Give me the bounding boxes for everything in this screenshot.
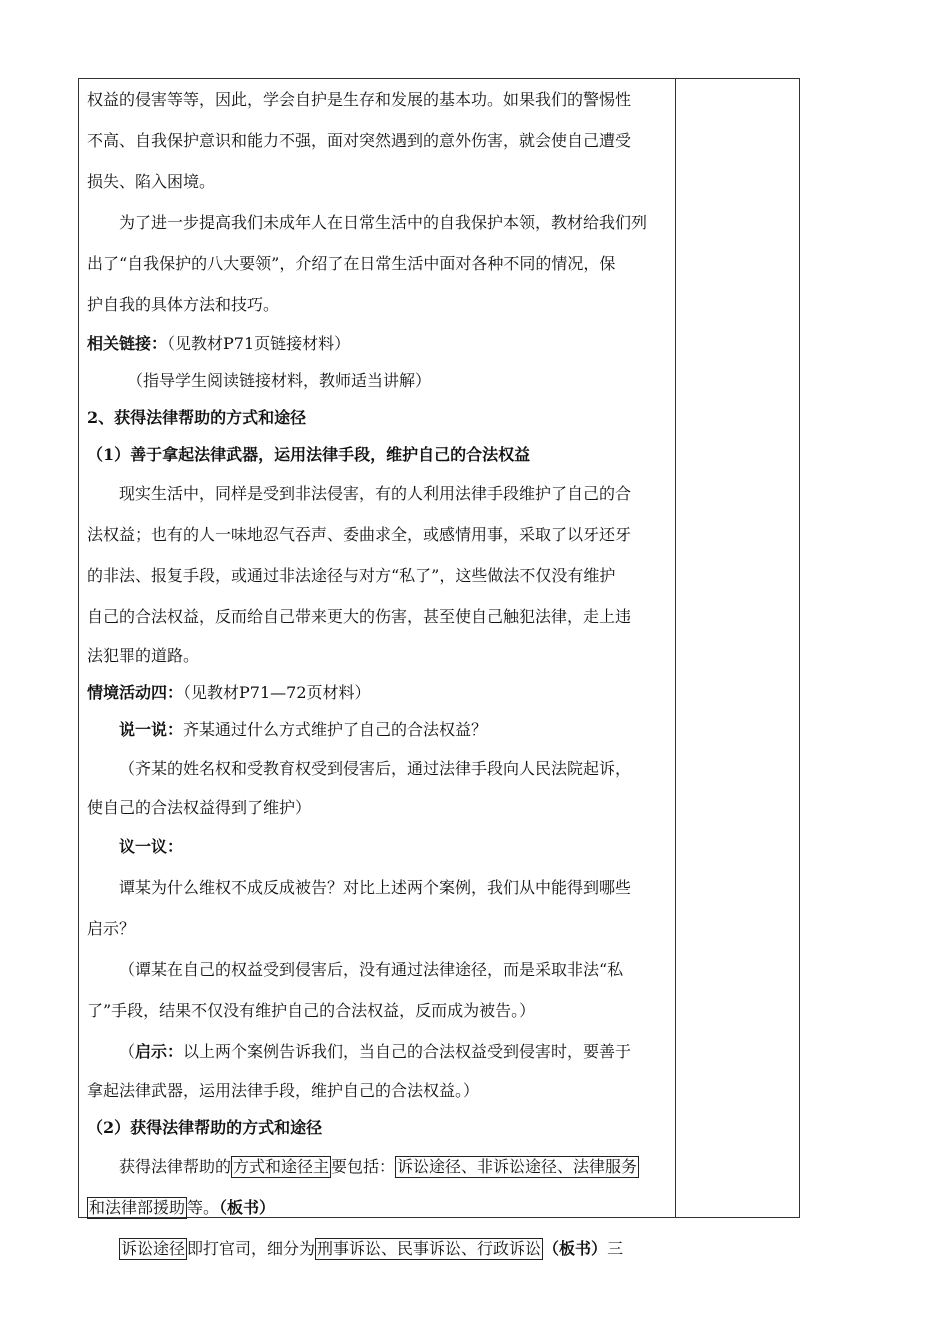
text-line: 谭某为什么维权不成反成被告？对比上述两个案例，我们从中能得到哪些 xyxy=(119,878,632,897)
subsection-heading: （2）获得法律帮助的方式和途径 xyxy=(87,1118,323,1137)
related-link-line xyxy=(87,325,667,362)
lesson-table xyxy=(78,78,800,1258)
text-line: 了”手段，结果不仅没有维护自己的合法权益，反而成为被告。） xyxy=(87,1001,536,1020)
hint-open: （ xyxy=(119,1042,136,1061)
activity-line xyxy=(87,674,667,711)
text-line: 法权益；也有的人一味地忍气吞声、委曲求全，或感情用事，采取了以牙还牙 xyxy=(87,525,632,544)
text-line: 自己的合法权益，反而给自己带来更大的伤害，甚至使自己触犯法律，走上违 xyxy=(87,607,632,626)
ways-line xyxy=(87,1146,667,1187)
boxed-term: 刑事诉讼、民事诉讼、行政诉讼 xyxy=(317,1239,542,1258)
ways-text: 等。 xyxy=(187,1198,220,1217)
litigation-text: 即打官司，细分为 xyxy=(187,1239,316,1258)
text-line: 出了“自我保护的八大要领”，介绍了在日常生活中面对各种不同的情况，保 xyxy=(87,254,616,273)
text-line: 权益的侵害等等，因此，学会自护是生存和发展的基本功。如果我们的警惕性 xyxy=(87,90,632,109)
text-line: 启示？ xyxy=(87,919,136,938)
ways-line xyxy=(87,1187,667,1228)
boxed-term: 方式和途径主 xyxy=(233,1157,330,1176)
text-line: 现实生活中，同样是受到非法侵害，有的人利用法律手段维护了自己的合 xyxy=(119,484,632,503)
text-line: （谭某在自己的权益受到侵害后，没有通过法律途径，而是采取非法“私 xyxy=(119,960,624,979)
say-label: 说一说： xyxy=(119,720,184,739)
text-line: 为了进一步提高我们未成年人在日常生活中的自我保护本领，教材给我们列 xyxy=(119,213,648,232)
text-line: 的非法、报复手段，或通过非法途径与对方“私了”，这些做法不仅没有维护 xyxy=(87,566,616,585)
text-line: 不高、自我保护意识和能力不强，面对突然遇到的意外伤害，就会使自己遭受 xyxy=(87,131,632,150)
text-line: 拿起法律武器，运用法律手段，维护自己的合法权益。） xyxy=(87,1081,480,1100)
related-link-label: 相关链接： xyxy=(87,334,168,353)
discuss-label: 议一议： xyxy=(119,837,184,856)
say-line xyxy=(87,711,667,748)
boxed-term: 和法律部援助 xyxy=(89,1198,186,1217)
text-line: （指导学生阅读链接材料，教师适当讲解） xyxy=(127,371,432,390)
boxed-term: 诉讼途径、非诉讼途径、法律服务 xyxy=(397,1157,638,1176)
text-line: 法犯罪的道路。 xyxy=(87,646,200,665)
boxed-term: 诉讼途径 xyxy=(121,1239,186,1258)
text-line: 使自己的合法权益得到了维护） xyxy=(87,798,312,817)
text-line: （齐某的姓名权和受教育权受到侵害后，通过法律手段向人民法院起诉， xyxy=(119,759,632,778)
text-line: 损失、陷入困境。 xyxy=(87,172,216,191)
litigation-line xyxy=(87,1228,667,1269)
hint-line xyxy=(87,1031,667,1072)
ways-text: 获得法律帮助的 xyxy=(119,1157,232,1176)
activity-text: （见教材P71—72页材料） xyxy=(183,683,371,702)
text-line: 护自我的具体方法和技巧。 xyxy=(87,295,280,314)
section-heading: 2、获得法律帮助的方式和途径 xyxy=(87,408,307,427)
subsection-heading: （1）善于拿起法律武器，运用法律手段，维护自己的合法权益 xyxy=(87,445,531,464)
hint-text: 以上两个案例告诉我们，当自己的合法权益受到侵害时，要善于 xyxy=(183,1042,632,1061)
say-text: 齐某通过什么方式维护了自己的合法权益？ xyxy=(183,720,488,739)
board-note: （板书） xyxy=(543,1239,608,1258)
litigation-text: 三 xyxy=(607,1239,624,1258)
column-divider xyxy=(675,79,676,1217)
ways-text: 要包括： xyxy=(331,1157,396,1176)
activity-label: 情境活动四： xyxy=(87,683,184,702)
board-note: （板书） xyxy=(219,1198,276,1217)
hint-label: 启示： xyxy=(135,1042,184,1061)
related-link-text: （见教材P71页链接材料） xyxy=(167,334,351,353)
lesson-content-cell xyxy=(87,79,667,1269)
